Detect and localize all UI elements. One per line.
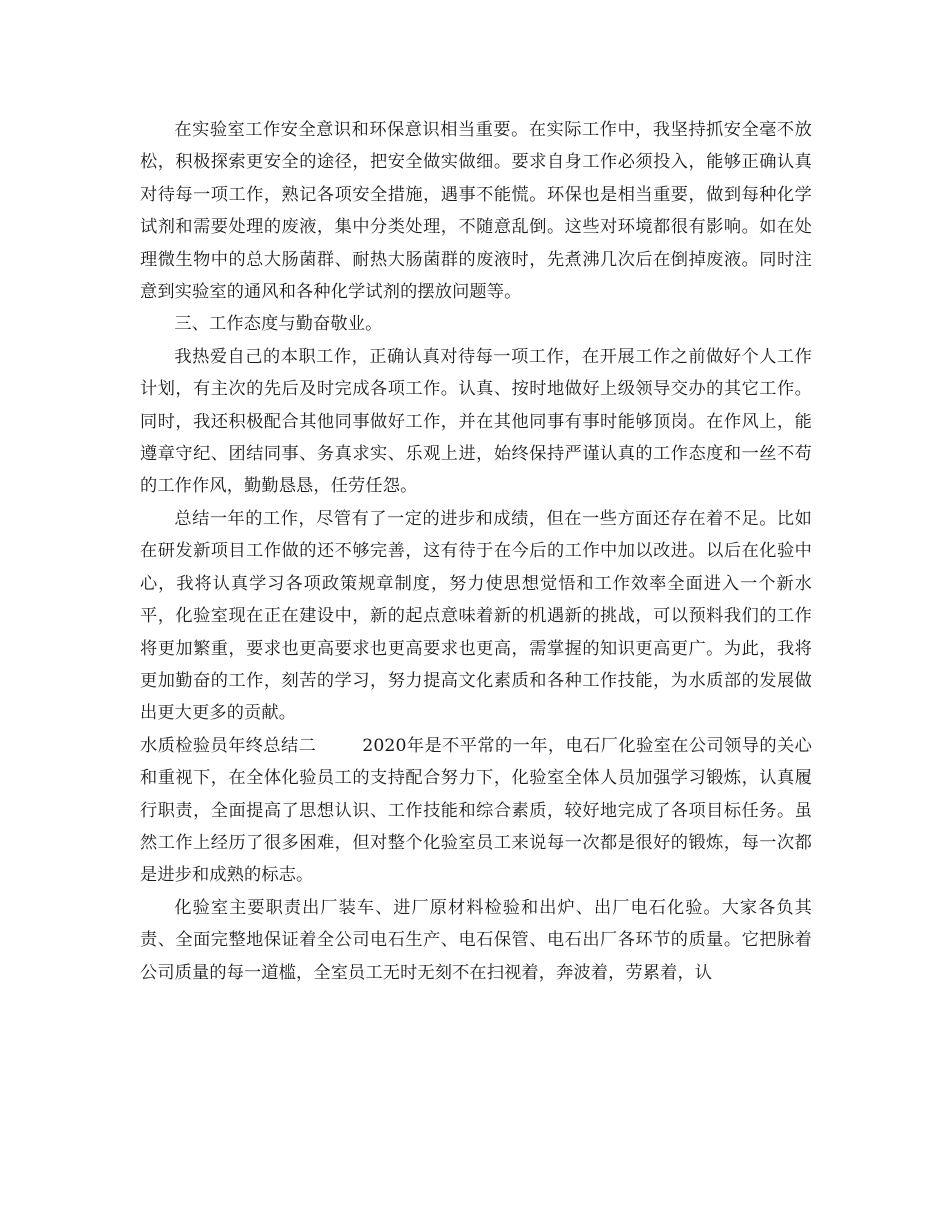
document-body (140, 114, 812, 989)
paragraph-section-two-intro (140, 730, 812, 892)
section-two-title: 水质检验员年终总结二 (140, 735, 317, 756)
paragraph-attitude: 我热爱自己的本职工作，正确认真对待每一项工作，在开展工作之前做好个人工作计划，有主次的先后及时完成各项工作。认真、按时地做好上级领导交办的其它工作。同时，我还积极配合其他同事做好工作，并在其他同事有事时能够顶岗。在作风上，能遵章守纪、团结同事、务真求实、乐观上进，始终保持严谨认真的工作态度和一丝不苟的工作作风，勤勤恳恳，任劳任怨。 (140, 346, 812, 497)
paragraph-lab-duties: 化验室主要职责出厂装车、进厂原材料检验和出炉、出厂电石化验。大家各负其责、全面完整地保证着全公司电石生产、电石保管、电石出厂各环节的质量。它把脉着公司质量的每一道槛，全室员工无时无刻不在扫视着，奔波着，劳累着，认 (140, 897, 812, 983)
section-two-first-paragraph: 2020年是不平常的一年，电石厂化验室在公司领导的关心和重视下，在全体化验员工的支持配合努力下，化验室全体人员加强学习锻炼，认真履行职责，全面提高了思想认识、工作技能和综合素质，较好地完成了各项目标任务。虽然工作上经历了很多困难，但对整个化验室员工来说每一次都是很好的锻炼，每一次都是进步和成熟的标志。 (140, 735, 812, 886)
paragraph-summary: 总结一年的工作，尽管有了一定的进步和成绩，但在一些方面还存在着不足。比如在研发新项目工作做的还不够完善，这有待于在今后的工作中加以改进。以后在化验中心，我将认真学习各项政策规章制度，努力使思想觉悟和工作效率全面进入一个新水平，化验室现在正在建设中，新的起点意味着新的机遇新的挑战，可以预料我们的工作将更加繁重，要求也更高要求也更高要求也更高，需掌握的知识更高更广。为此，我将更加勤奋的工作，刻苦的学习，努力提高文化素质和各种工作技能，为水质部的发展做出更大更多的贡献。 (140, 508, 812, 724)
section-heading-attitude: 三、工作态度与勤奋敬业。 (174, 314, 383, 335)
paragraph-safety: 在实验室工作安全意识和环保意识相当重要。在实际工作中，我坚持抓安全毫不放松，积极探索更安全的途径，把安全做实做细。要求自身工作必须投入，能够正确认真对待每一项工作，熟记各项安全措施，遇事不能慌。环保也是相当重要，做到每种化学试剂和需要处理的废液，集中分类处理，不随意乱倒。这些对环境都很有影响。如在处理微生物中的总大肠菌群、耐热大肠菌群的废液时，先煮沸几次后在倒掉废液。同时注意到实验室的通风和各种化学试剂的摆放问题等。 (140, 120, 812, 303)
